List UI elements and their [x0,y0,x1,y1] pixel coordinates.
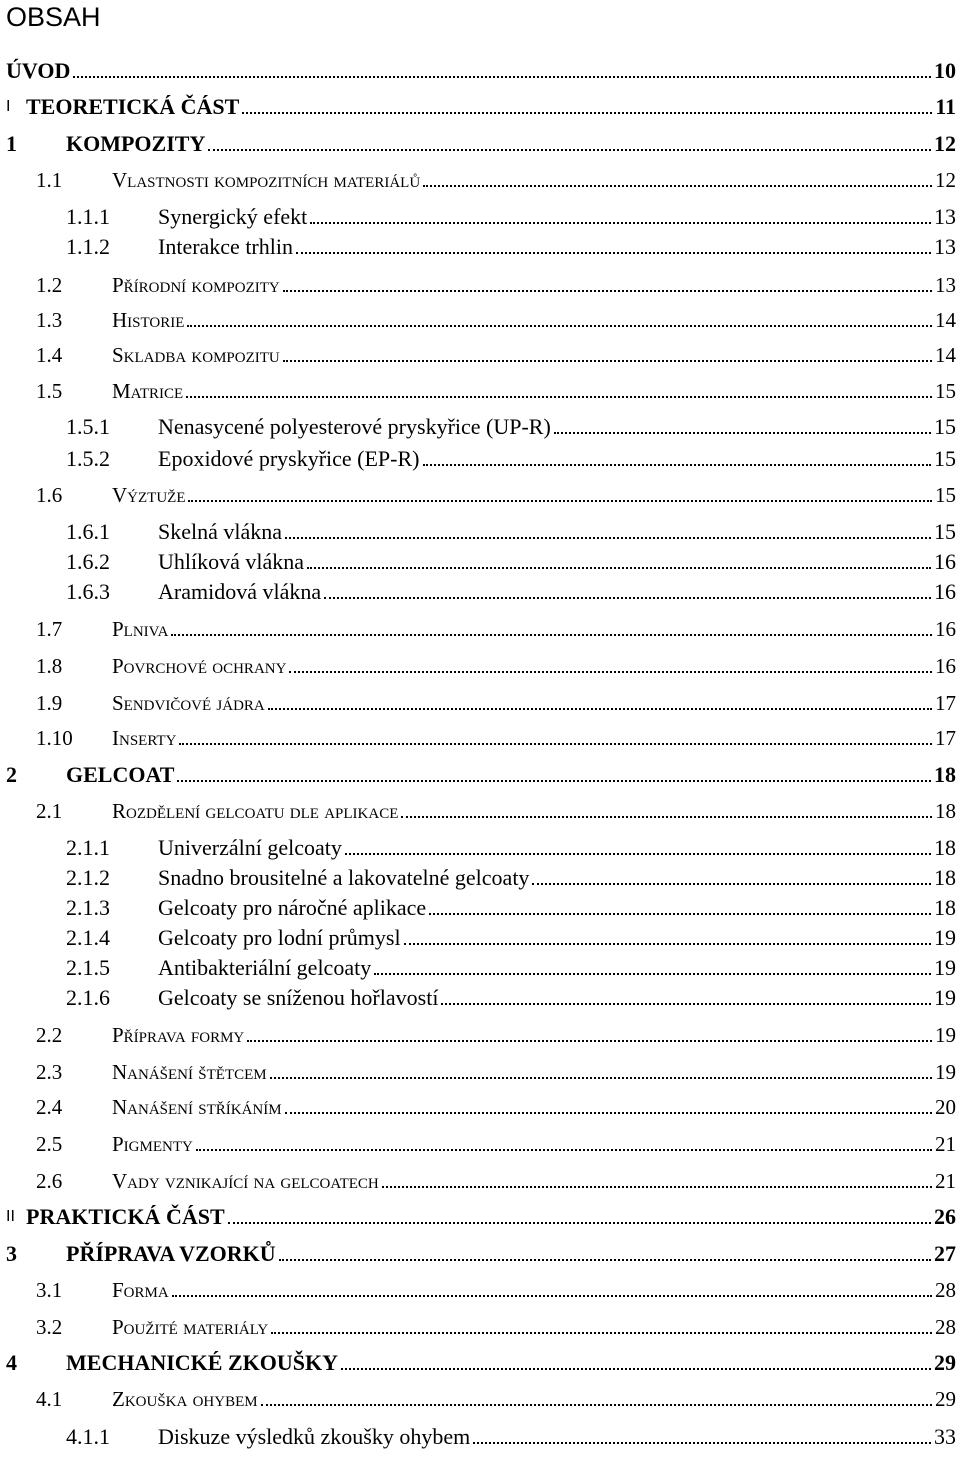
dot-leader [283,360,932,362]
toc-entry-title: Použité materiály [112,1315,269,1339]
toc-entry[interactable] [0,1022,956,1048]
toc-entry[interactable] [0,272,956,298]
toc-entry[interactable] [0,234,956,260]
toc-entry-title: Vlastnosti kompozitních materiálů [112,168,421,192]
toc-entry-page: 28 [935,1278,956,1302]
toc-entry-title: Gelcoaty se sníženou hořlavostí [158,985,439,1010]
toc-entry-page: 15 [934,414,956,439]
toc-entry[interactable] [0,1314,956,1340]
dot-leader [186,396,932,398]
toc-entry[interactable] [0,985,956,1011]
toc-entry-number: 4.1.1 [66,1424,110,1449]
toc-entry[interactable] [0,94,956,120]
toc-entry-title: Skladba kompozitu [112,343,280,367]
toc-entry-title: Pigmenty [112,1132,193,1156]
toc-entry-title: Interakce trhlin [158,234,293,259]
toc-entry-page: 16 [935,654,956,678]
toc-entry-number: 4 [6,1350,17,1375]
toc-entry-number: 1.5.1 [66,414,110,439]
toc-entry-title: Rozdělení gelcoatu dle aplikace [112,799,399,823]
toc-entry[interactable] [0,725,956,751]
toc-entry-number: 4.1 [36,1387,63,1411]
toc-entry-title: Univerzální gelcoaty [158,835,342,860]
toc-entry-page: 15 [935,483,956,507]
toc-entry-page: 19 [935,1023,956,1047]
toc-entry[interactable] [0,955,956,981]
toc-entry-page: 18 [934,865,956,890]
toc-entry[interactable] [0,482,956,508]
dot-leader [261,1404,932,1406]
toc-entry-page: 18 [934,895,956,920]
toc-entry-page: 19 [934,955,956,980]
toc-entry-number: 2.4 [36,1095,63,1119]
dot-leader [270,1077,932,1079]
toc-entry[interactable] [0,446,956,472]
toc-entry-title: ÚVOD [6,58,71,83]
toc-entry[interactable] [0,58,956,84]
toc-entry-title: PRAKTICKÁ ČÁST [26,1204,225,1229]
toc-entry-title: Inserty [112,726,177,750]
toc-entry-title: Antibakteriální gelcoaty [158,955,372,980]
toc-entry[interactable] [0,1386,956,1412]
toc-entry-page: 27 [934,1241,956,1266]
toc-entry-page: 16 [935,617,956,641]
toc-entry-number: 1.9 [36,691,63,715]
toc-entry[interactable] [0,378,956,404]
toc-entry-number: 2.1.6 [66,985,110,1010]
toc-entry-title: Plniva [112,617,169,641]
toc-entry[interactable] [0,342,956,368]
toc-entry[interactable] [0,579,956,605]
toc-entry-number: 2 [6,762,17,787]
toc-entry-page: 18 [934,835,956,860]
toc-entry-number: 2.5 [36,1132,63,1156]
toc-entry-title: Aramidová vlákna [158,579,322,604]
toc-entry-title: Historie [112,308,185,332]
toc-entry[interactable] [0,653,956,679]
toc-entry[interactable] [0,865,956,891]
dot-leader [307,567,931,569]
toc-entry[interactable] [0,798,956,824]
toc-entry[interactable] [0,204,956,230]
toc-entry-number: 2.3 [36,1060,63,1084]
toc-entry[interactable] [0,1094,956,1120]
dot-leader [242,112,932,114]
dot-leader [279,1259,931,1261]
dot-leader [289,671,932,673]
dot-leader [341,1368,931,1370]
toc-entry-page: 11 [935,94,956,119]
toc-entry-number: 1.3 [36,308,63,332]
dot-leader [404,943,931,945]
toc-entry-number: 2.1.4 [66,925,110,950]
toc-entry-page: 18 [934,762,956,787]
toc-entry-number: 1.8 [36,654,63,678]
toc-entry-number: 1.1.2 [66,234,110,259]
toc-entry-page: 15 [934,519,956,544]
dot-leader [196,1149,932,1151]
toc-entry-number: 1.6.2 [66,549,110,574]
toc-entry-page: 19 [934,985,956,1010]
toc-entry-number: 3.2 [36,1315,63,1339]
dot-leader [285,537,931,539]
dot-leader [285,1112,932,1114]
toc-entry-title: Uhlíková vlákna [158,549,305,574]
dot-leader [296,252,931,254]
dot-leader [554,432,931,434]
toc-entry-title: Výztuže [112,483,186,507]
toc-entry-page: 16 [934,549,956,574]
toc-entry[interactable] [0,1131,956,1157]
toc-entry-title: Příprava formy [112,1023,245,1047]
toc-entry-number: 1 [6,131,17,156]
dot-leader [171,634,932,636]
toc-entry-page: 29 [935,1387,956,1411]
toc-entry-number: 2.1.5 [66,955,110,980]
dot-leader [172,1295,932,1297]
toc-entry-page: 28 [935,1315,956,1339]
dot-leader [532,883,931,885]
toc-entry-page: 13 [934,234,956,259]
toc-entry-number: 1.6 [36,483,63,507]
dot-leader [268,708,932,710]
toc-entry-page: 14 [935,308,956,332]
toc-entry[interactable] [0,131,956,157]
toc-entry[interactable] [0,549,956,575]
toc-entry[interactable] [0,895,956,921]
toc-entry-number: 2.1.1 [66,835,110,860]
toc-heading: OBSAH [6,2,101,32]
toc-entry-page: 15 [935,379,956,403]
dot-leader [271,1332,932,1334]
toc-entry-page: 17 [935,726,956,750]
toc-entry-title: KOMPOZITY [66,131,206,156]
toc-entry[interactable] [0,519,956,545]
toc-entry[interactable] [0,1204,956,1230]
toc-entry-title: Snadno brousitelné a lakovatelné gelcoaty [158,865,530,890]
toc-entry-number: 2.1.3 [66,895,110,920]
toc-entry-title: Diskuze výsledků zkoušky ohybem [158,1424,471,1449]
toc-entry-page: 14 [935,343,956,367]
dot-leader [283,290,932,292]
toc-entry-title: TEORETICKÁ ČÁST [26,94,240,119]
toc-entry-title: Zkouška ohybem [112,1387,258,1411]
toc-entry-title: Povrchové ochrany [112,654,287,678]
toc-entry-title: MECHANICKÉ ZKOUŠKY [66,1350,338,1375]
toc-entry-title: Nenasycené polyesterové pryskyřice (UP-R) [158,414,551,439]
dot-leader [73,76,931,78]
toc-entry-number: 3 [6,1241,17,1266]
toc-entry-number: 2.6 [36,1169,63,1193]
toc-entry-page: 33 [934,1424,956,1449]
toc-entry-page: 29 [934,1350,956,1375]
dot-leader [179,743,932,745]
dot-leader [187,325,932,327]
toc-entry[interactable] [0,616,956,642]
toc-entry-number: 1.2 [36,273,63,297]
toc-entry[interactable] [0,1241,956,1267]
toc-entry-number: II [6,1208,15,1225]
dot-leader [324,597,931,599]
toc-entry-title: Nanášení stříkáním [112,1095,282,1119]
toc-entry-number: 1.6.3 [66,579,110,604]
toc-entry-number: 1.5 [36,379,63,403]
toc-entry-title: Forma [112,1278,169,1302]
toc-entry-title: Gelcoaty pro lodní průmysl [158,925,401,950]
toc-entry-number: 2.1 [36,799,63,823]
toc-entry-title: Sendvičové jádra [112,691,265,715]
toc-entry-number: 1.1 [36,168,63,192]
toc-entry-page: 18 [935,799,956,823]
dot-leader [473,1442,931,1444]
toc-entry[interactable] [0,1168,956,1194]
toc-entry-title: Vady vznikající na gelcoatech [112,1169,379,1193]
toc-entry[interactable] [0,762,956,788]
toc-entry-title: Synergický efekt [158,204,308,229]
toc-entry-page: 21 [935,1132,956,1156]
dot-leader [429,913,931,915]
dot-leader [423,464,932,466]
toc-entry[interactable] [0,1059,956,1085]
dot-leader [345,853,931,855]
toc-entry[interactable] [0,414,956,440]
dot-leader [228,1222,931,1224]
toc-entry-title: Nanášení štětcem [112,1060,267,1084]
dot-leader [382,1186,932,1188]
dot-leader [374,973,931,975]
toc-entry-number: 3.1 [36,1278,63,1302]
toc-entry-page: 13 [934,204,956,229]
toc-entry-number: I [6,98,11,115]
toc-entry-page: 12 [934,131,956,156]
toc-entry-page: 17 [935,691,956,715]
toc-entry[interactable] [0,690,956,716]
toc-entry-title: Přírodní kompozity [112,273,280,297]
toc-entry-title: Matrice [112,379,184,403]
dot-leader [188,500,932,502]
toc-entry-title: Gelcoaty pro náročné aplikace [158,895,427,920]
dot-leader [177,780,931,782]
toc-entry-page: 21 [935,1169,956,1193]
toc-entry-number: 1.5.2 [66,446,110,471]
toc-entry-title: Skelná vlákna [158,519,283,544]
toc-entry-page: 19 [935,1060,956,1084]
toc-entry-title: PŘÍPRAVA VZORKŮ [66,1241,276,1266]
toc-entry[interactable] [0,835,956,861]
toc-entry-page: 19 [934,925,956,950]
dot-leader [310,222,931,224]
toc-entry-page: 16 [934,579,956,604]
toc-entry-number: 1.7 [36,617,63,641]
dot-leader [247,1040,932,1042]
toc-entry[interactable] [0,1350,956,1376]
toc-entry-number: 2.1.2 [66,865,110,890]
dot-leader [208,149,931,151]
toc-entry[interactable] [0,1424,956,1450]
toc-entry-page: 10 [934,58,956,83]
dot-leader [441,1003,931,1005]
toc-entry[interactable] [0,1277,956,1303]
toc-entry-page: 12 [935,168,956,192]
toc-entry-number: 1.4 [36,343,63,367]
toc-entry[interactable] [0,167,956,193]
toc-entry-title: GELCOAT [66,762,175,787]
toc-entry-page: 15 [934,446,956,471]
toc-entry-page: 26 [934,1204,956,1229]
toc-entry-number: 1.1.1 [66,204,110,229]
toc-entry-number: 2.2 [36,1023,63,1047]
toc-entry[interactable] [0,925,956,951]
dot-leader [401,816,932,818]
toc-entry[interactable] [0,307,956,333]
toc-entry-title: Epoxidové pryskyřice (EP-R) [158,446,420,471]
toc-entry-number: 1.6.1 [66,519,110,544]
toc-entry-page: 13 [935,273,956,297]
toc-entry-page: 20 [935,1095,956,1119]
dot-leader [423,185,932,187]
toc-entry-number: 1.10 [36,726,73,750]
